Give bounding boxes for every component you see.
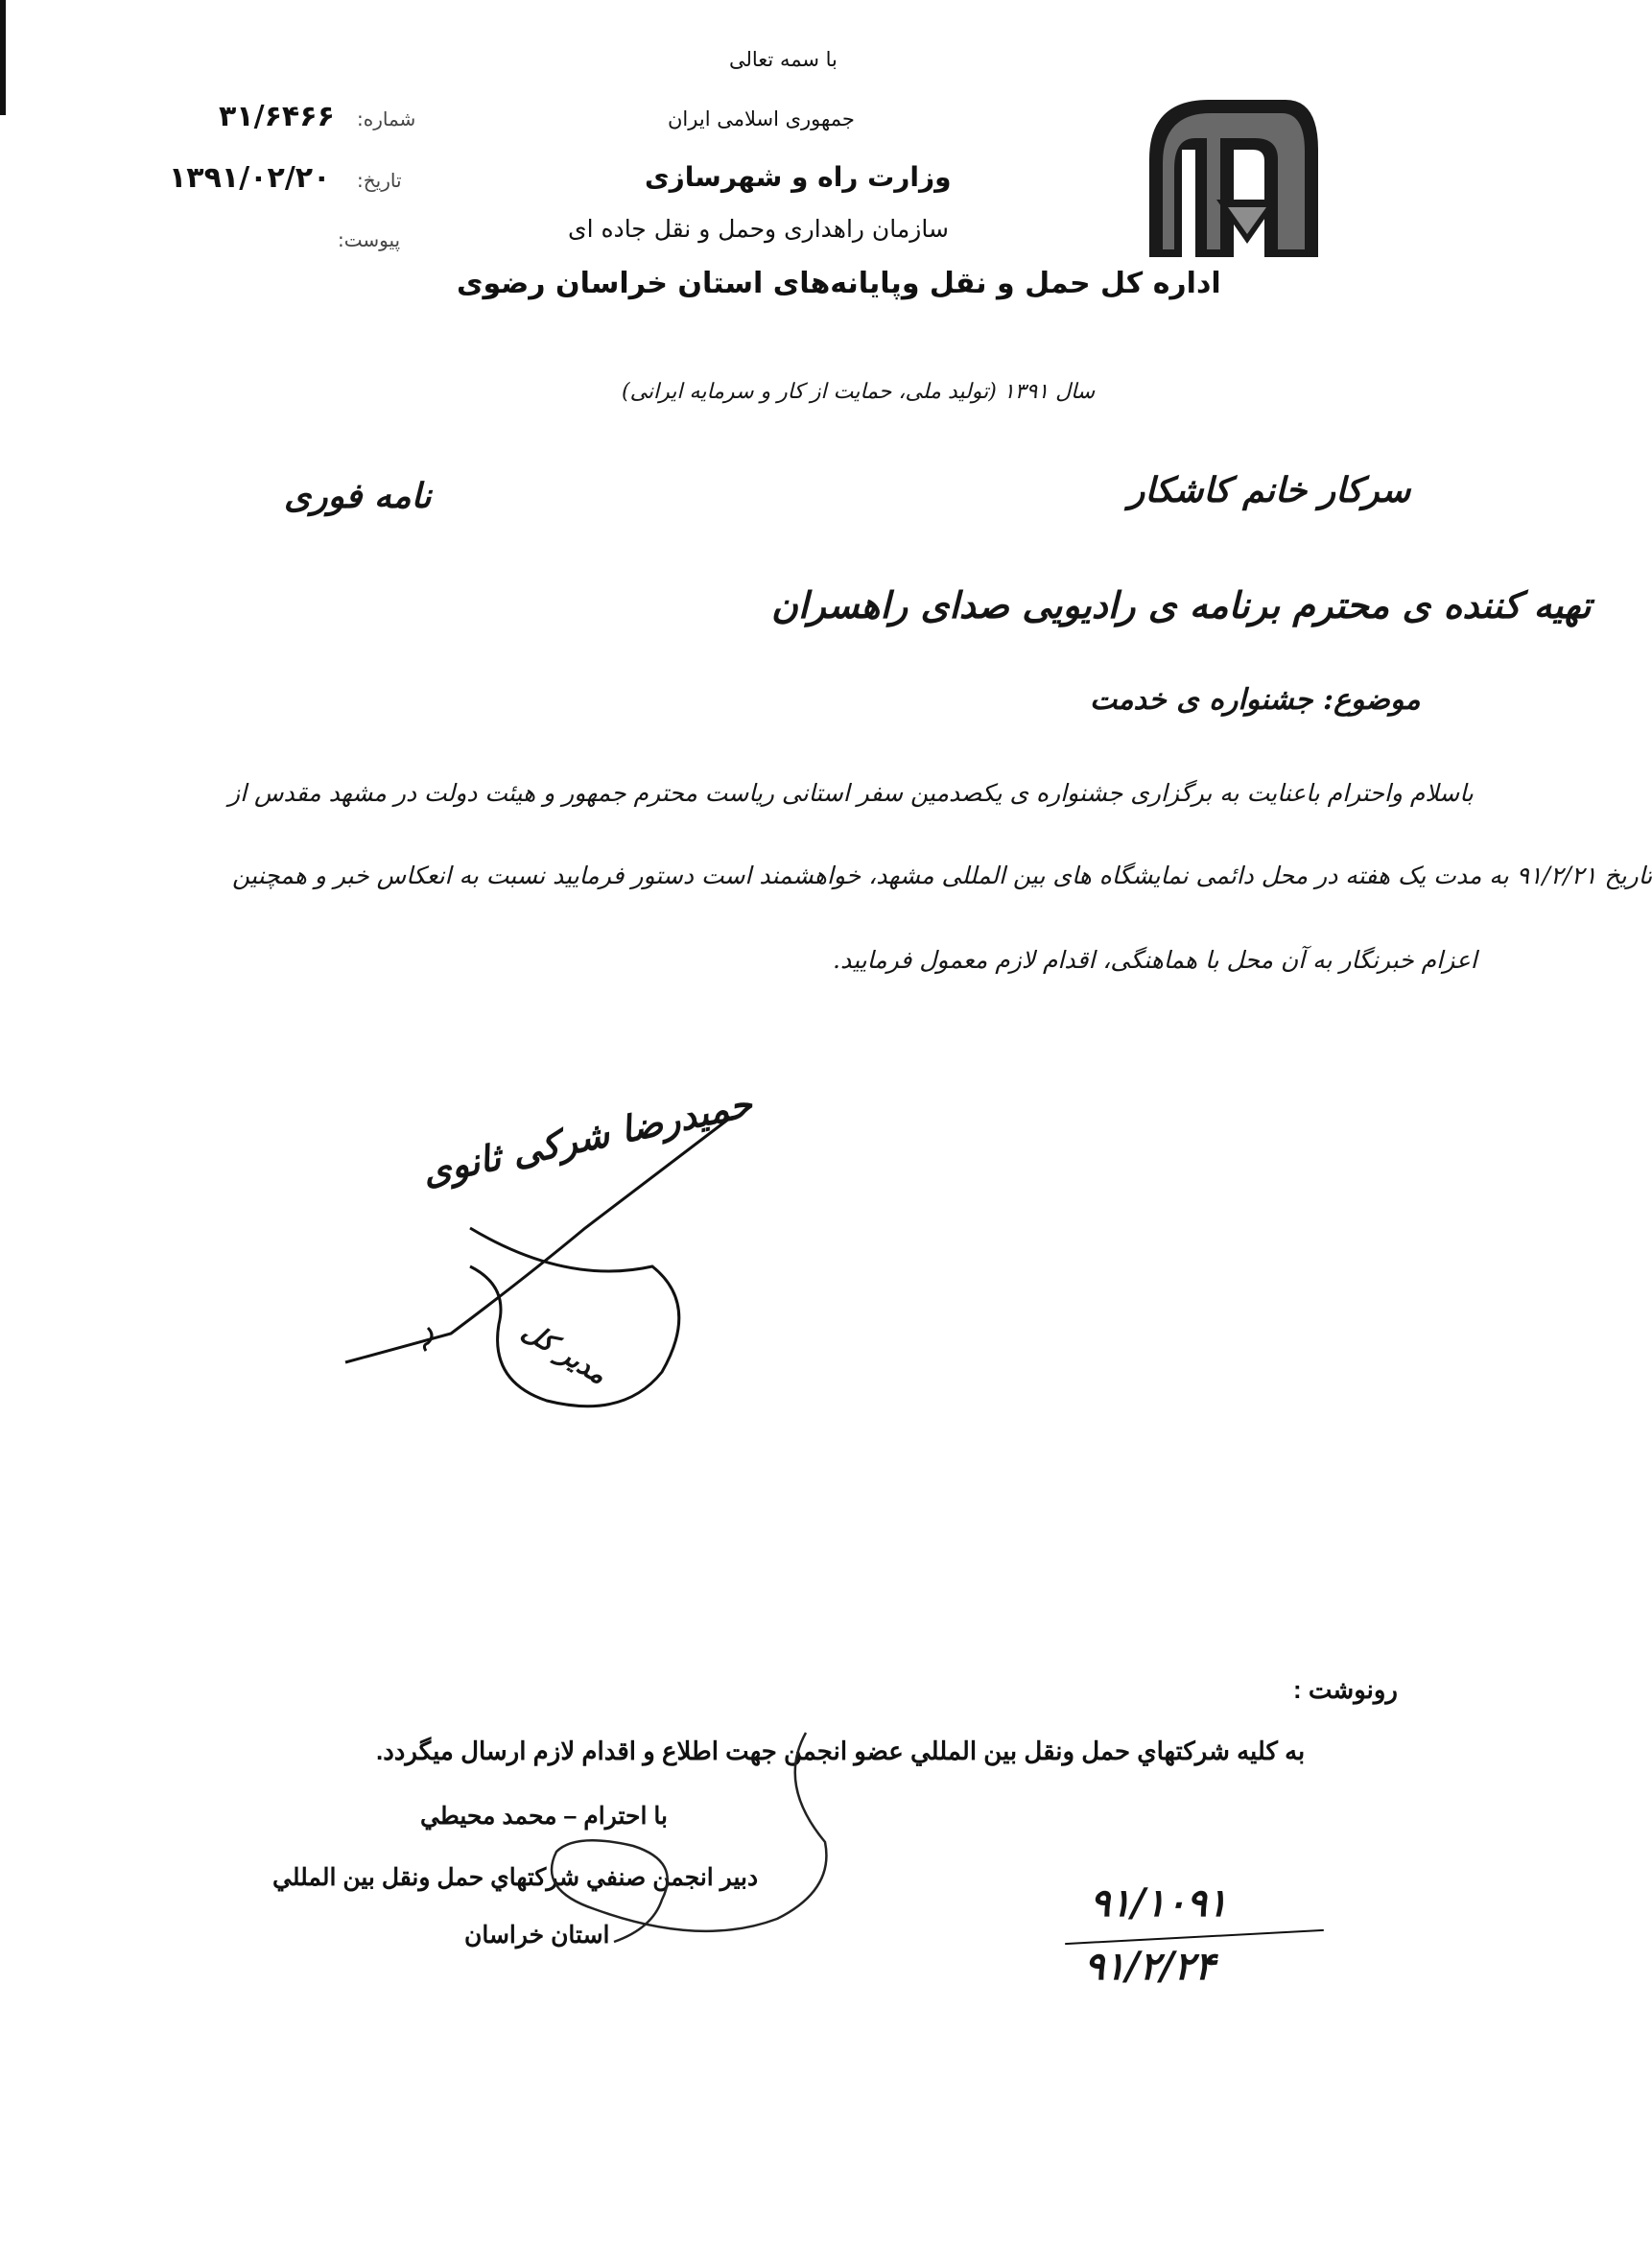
year-slogan: سال ۱۳۹۱ (تولید ملی، حمایت از کار و سرمایه ایرانی) (622, 380, 1096, 404)
signature-name: حمیدرضا شرکی ثانوی (418, 1081, 756, 1194)
registration-divider (1065, 1929, 1324, 1945)
recipient-title: تهیه کننده ی محترم برنامه ی رادیویی صدای راهسران (771, 583, 1592, 626)
ministry-name: وزارت راه و شهرسازی (645, 161, 952, 193)
body-line-3: اعزام خبرنگار به آن محل با هماهنگی، اقدام لازم معمول فرمایید. (833, 946, 1477, 974)
copy-label: رونوشت : (1293, 1675, 1398, 1704)
attachment-label: پیوست: (338, 228, 401, 251)
country-name: جمهوری اسلامی ایران (668, 107, 855, 130)
invocation: با سمه تعالی (729, 48, 838, 71)
recipient-name: سرکار خانم کاشکار (1128, 470, 1411, 510)
body-line-2: تاریخ ۹۱/۲/۲۱ به مدت یک هفته در محل دائمی نمایشگاه های بین المللی مشهد، خواهشمند است دستور فرمایید نسبت به انعکاس خبر و همچنین (232, 862, 1652, 889)
copy-province: استان خراسان (464, 1922, 610, 1949)
signature-title: مدیر کل (516, 1314, 613, 1391)
registration-date: ۹۱/۲/۲۴ (1084, 1944, 1215, 1989)
copy-regards: با احترام – محمد محيطي (420, 1803, 668, 1830)
copy-signature-scribble (518, 1727, 844, 1976)
road-transport-logo (1142, 92, 1326, 265)
department-name: اداره کل حمل و نقل وپایانه‌های استان خراسان رضوی (457, 267, 1221, 300)
body-line-1: باسلام واحترام باعنایت به برگزاری جشنواره ی یکصدمین سفر استانی ریاست محترم جمهور و هیئت دولت در مشهد مقدس از (228, 779, 1474, 807)
registration-number: ۹۱/۱۰۹۱ (1090, 1880, 1228, 1926)
number-label: شماره: (357, 107, 416, 130)
copy-text: به كليه شركتهاي حمل ونقل بين المللي عضو انجمن جهت اطلاع و اقدام لازم ارسال ميگردد. (376, 1737, 1306, 1765)
number-value: ۳۱/۶۴۶۶ (219, 100, 335, 133)
date-value: ۱۳۹۱/۰۲/۲۰ (169, 161, 331, 195)
scan-edge-mark (0, 0, 6, 115)
letter-subject: موضوع: جشنواره ی خدمت (1090, 683, 1421, 717)
date-label: تاریخ: (357, 169, 402, 192)
urgent-letter-mark: نامه فوری (284, 476, 432, 516)
organization-name: سازمان راهداری وحمل و نقل جاده ای (568, 215, 949, 243)
copy-position: دبير انجمن صنفي شركتهاي حمل ونقل بين المللي (272, 1864, 759, 1891)
